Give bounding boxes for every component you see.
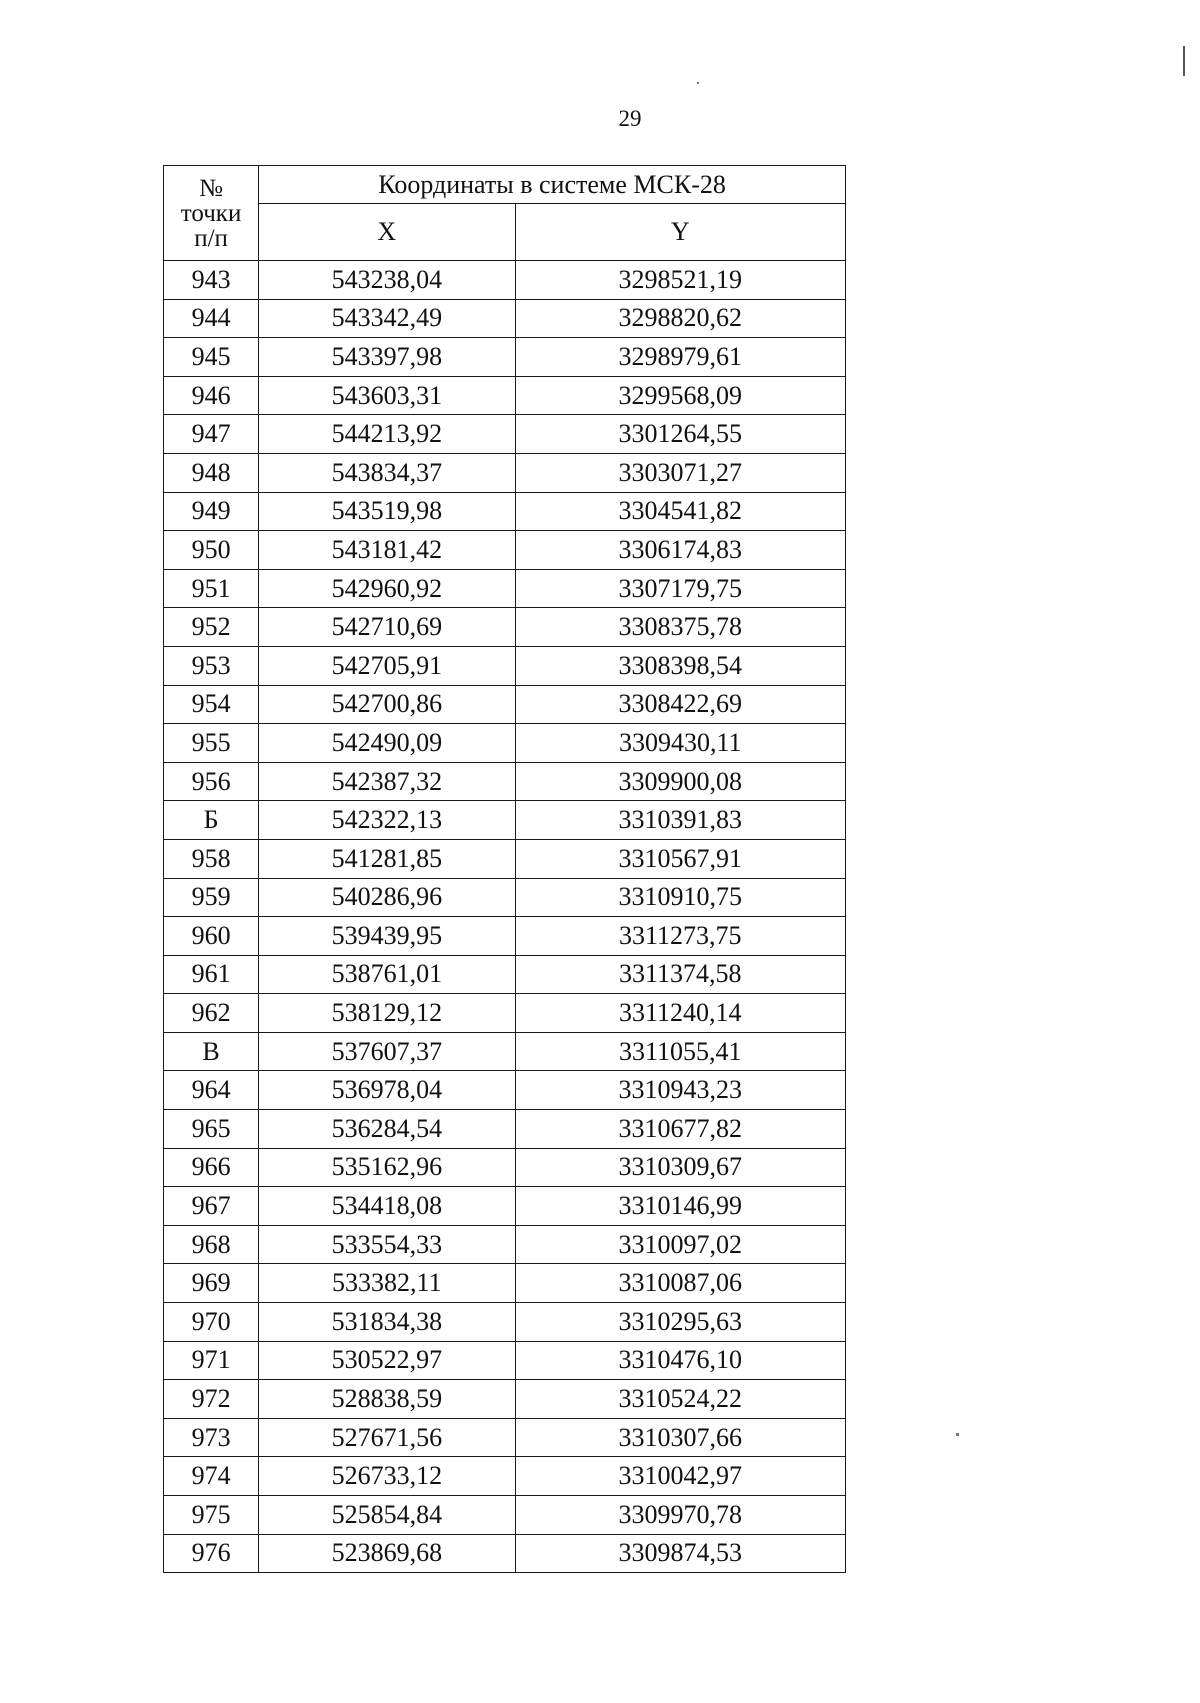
point-number-cell: 966 [164, 1148, 259, 1187]
table-row [164, 839, 846, 878]
x-coordinate-cell: 542710,69 [259, 608, 515, 647]
y-coordinate-cell: 3309430,11 [515, 724, 846, 763]
x-coordinate-cell: 542960,92 [259, 569, 515, 608]
page-number: 29 [618, 106, 642, 131]
table-row [164, 994, 846, 1033]
scan-artifact [1183, 46, 1185, 76]
number-label-points: точки [180, 199, 242, 227]
table-row [164, 1418, 846, 1457]
y-coordinate-cell: 3301264,55 [515, 415, 846, 454]
x-coordinate-cell: 526733,12 [259, 1457, 515, 1496]
x-coordinate-cell: 531834,38 [259, 1303, 515, 1342]
point-number-cell: 961 [164, 955, 259, 994]
point-number-cell: 974 [164, 1457, 259, 1496]
x-coordinate-cell: 542700,86 [259, 685, 515, 724]
y-coordinate-cell: 3309900,08 [515, 762, 846, 801]
point-number-cell: 955 [164, 724, 259, 763]
y-coordinate-cell: 3308422,69 [515, 685, 846, 724]
y-coordinate-cell: 3304541,82 [515, 492, 846, 531]
point-number-cell: 962 [164, 994, 259, 1033]
x-coordinate-cell: 543397,98 [259, 338, 515, 377]
y-coordinate-cell: 3309970,78 [515, 1496, 846, 1535]
x-coordinate-cell: 523869,68 [259, 1534, 515, 1573]
table-row [164, 646, 846, 685]
x-coordinate-cell: 543834,37 [259, 453, 515, 492]
table-row [164, 261, 846, 300]
y-coordinate-cell: 3310524,22 [515, 1380, 846, 1419]
y-coordinate-cell: 3310309,67 [515, 1148, 846, 1187]
y-coordinate-cell: 3311273,75 [515, 917, 846, 956]
x-coordinate-cell: 541281,85 [259, 839, 515, 878]
table-row [164, 917, 846, 956]
point-number-cell: 950 [164, 531, 259, 570]
y-coordinate-cell: 3310391,83 [515, 801, 846, 840]
y-coordinate-cell: 3303071,27 [515, 453, 846, 492]
x-coordinate-cell: 533382,11 [259, 1264, 515, 1303]
y-coordinate-cell: 3308375,78 [515, 608, 846, 647]
x-column-header: X [259, 204, 515, 261]
y-coordinate-cell: 3310087,06 [515, 1264, 846, 1303]
point-number-cell: 965 [164, 1110, 259, 1149]
x-coordinate-cell: 543603,31 [259, 376, 515, 415]
y-coordinate-cell: 3310567,91 [515, 839, 846, 878]
table-row [164, 1341, 846, 1380]
table-row [164, 1032, 846, 1071]
x-coordinate-cell: 538761,01 [259, 955, 515, 994]
table-row [164, 1264, 846, 1303]
scan-artifact [697, 82, 699, 84]
x-coordinate-cell: 543342,49 [259, 299, 515, 338]
point-number-cell: 972 [164, 1380, 259, 1419]
y-coordinate-cell: 3310307,66 [515, 1418, 846, 1457]
table-row [164, 1110, 846, 1149]
y-coordinate-cell: 3311374,58 [515, 955, 846, 994]
point-number-cell: 969 [164, 1264, 259, 1303]
point-number-cell: 976 [164, 1534, 259, 1573]
y-column-header: Y [515, 204, 846, 261]
table-row [164, 762, 846, 801]
x-coordinate-cell: 543181,42 [259, 531, 515, 570]
number-sign: № [199, 174, 223, 202]
table-row [164, 801, 846, 840]
point-number-cell: 970 [164, 1303, 259, 1342]
y-coordinate-cell: 3299568,09 [515, 376, 846, 415]
point-number-cell: 954 [164, 685, 259, 724]
x-coordinate-cell: 539439,95 [259, 917, 515, 956]
table-row [164, 299, 846, 338]
point-number-cell: 956 [164, 762, 259, 801]
y-coordinate-cell: 3306174,83 [515, 531, 846, 570]
table-row [164, 531, 846, 570]
table-header [164, 166, 846, 261]
table-row [164, 724, 846, 763]
coordinate-system-header: Координаты в системе МСК-28 [259, 166, 846, 204]
x-coordinate-cell: 525854,84 [259, 1496, 515, 1535]
x-coordinate-cell: 538129,12 [259, 994, 515, 1033]
y-coordinate-cell: 3310295,63 [515, 1303, 846, 1342]
x-coordinate-cell: 542387,32 [259, 762, 515, 801]
table-row [164, 338, 846, 377]
x-coordinate-cell: 528838,59 [259, 1380, 515, 1419]
table-row [164, 608, 846, 647]
y-coordinate-cell: 3310146,99 [515, 1187, 846, 1226]
table-row [164, 685, 846, 724]
point-number-cell: 946 [164, 376, 259, 415]
x-coordinate-cell: 543238,04 [259, 261, 515, 300]
coordinates-table [163, 165, 846, 1573]
y-coordinate-cell: 3311240,14 [515, 994, 846, 1033]
point-number-header [164, 166, 259, 261]
x-coordinate-cell: 540286,96 [259, 878, 515, 917]
table-row [164, 1534, 846, 1573]
table-row [164, 1071, 846, 1110]
point-number-cell: 958 [164, 839, 259, 878]
y-coordinate-cell: 3310097,02 [515, 1225, 846, 1264]
point-number-cell: 960 [164, 917, 259, 956]
y-coordinate-cell: 3310943,23 [515, 1071, 846, 1110]
point-number-cell: 968 [164, 1225, 259, 1264]
y-coordinate-cell: 3310476,10 [515, 1341, 846, 1380]
table-row [164, 1187, 846, 1226]
y-coordinate-cell: 3307179,75 [515, 569, 846, 608]
y-coordinate-cell: 3310910,75 [515, 878, 846, 917]
x-coordinate-cell: 535162,96 [259, 1148, 515, 1187]
point-number-cell: 947 [164, 415, 259, 454]
table-row [164, 569, 846, 608]
point-number-cell: 971 [164, 1341, 259, 1380]
point-number-cell: 952 [164, 608, 259, 647]
x-coordinate-cell: 543519,98 [259, 492, 515, 531]
table-row [164, 1380, 846, 1419]
point-number-cell: 945 [164, 338, 259, 377]
point-number-cell: 964 [164, 1071, 259, 1110]
x-coordinate-cell: 542705,91 [259, 646, 515, 685]
x-coordinate-cell: 527671,56 [259, 1418, 515, 1457]
table-row [164, 453, 846, 492]
table-body [164, 261, 846, 1573]
point-number-cell: В [164, 1032, 259, 1071]
point-number-cell: 949 [164, 492, 259, 531]
x-coordinate-cell: 530522,97 [259, 1341, 515, 1380]
x-coordinate-cell: 544213,92 [259, 415, 515, 454]
point-number-cell: 967 [164, 1187, 259, 1226]
number-label-pp: п/п [194, 224, 228, 252]
point-number-cell: 951 [164, 569, 259, 608]
point-number-cell: 975 [164, 1496, 259, 1535]
table-row [164, 376, 846, 415]
x-coordinate-cell: 537607,37 [259, 1032, 515, 1071]
table-row [164, 955, 846, 994]
table-row [164, 1303, 846, 1342]
x-coordinate-cell: 542322,13 [259, 801, 515, 840]
y-coordinate-cell: 3309874,53 [515, 1534, 846, 1573]
point-number-cell: 943 [164, 261, 259, 300]
point-number-cell: 953 [164, 646, 259, 685]
table-row [164, 878, 846, 917]
scan-artifact [956, 1433, 959, 1436]
x-coordinate-cell: 533554,33 [259, 1225, 515, 1264]
table-row [164, 492, 846, 531]
x-coordinate-cell: 542490,09 [259, 724, 515, 763]
point-number-cell: 948 [164, 453, 259, 492]
y-coordinate-cell: 3310042,97 [515, 1457, 846, 1496]
table-row [164, 1457, 846, 1496]
x-coordinate-cell: 536978,04 [259, 1071, 515, 1110]
table-row [164, 1148, 846, 1187]
table-row [164, 415, 846, 454]
table-row [164, 1225, 846, 1264]
point-number-cell: 944 [164, 299, 259, 338]
x-coordinate-cell: 534418,08 [259, 1187, 515, 1226]
x-coordinate-cell: 536284,54 [259, 1110, 515, 1149]
point-number-cell: 973 [164, 1418, 259, 1457]
point-number-cell: 959 [164, 878, 259, 917]
y-coordinate-cell: 3310677,82 [515, 1110, 846, 1149]
y-coordinate-cell: 3308398,54 [515, 646, 846, 685]
y-coordinate-cell: 3311055,41 [515, 1032, 846, 1071]
y-coordinate-cell: 3298820,62 [515, 299, 846, 338]
table-row [164, 1496, 846, 1535]
y-coordinate-cell: 3298521,19 [515, 261, 846, 300]
y-coordinate-cell: 3298979,61 [515, 338, 846, 377]
point-number-cell: Б [164, 801, 259, 840]
